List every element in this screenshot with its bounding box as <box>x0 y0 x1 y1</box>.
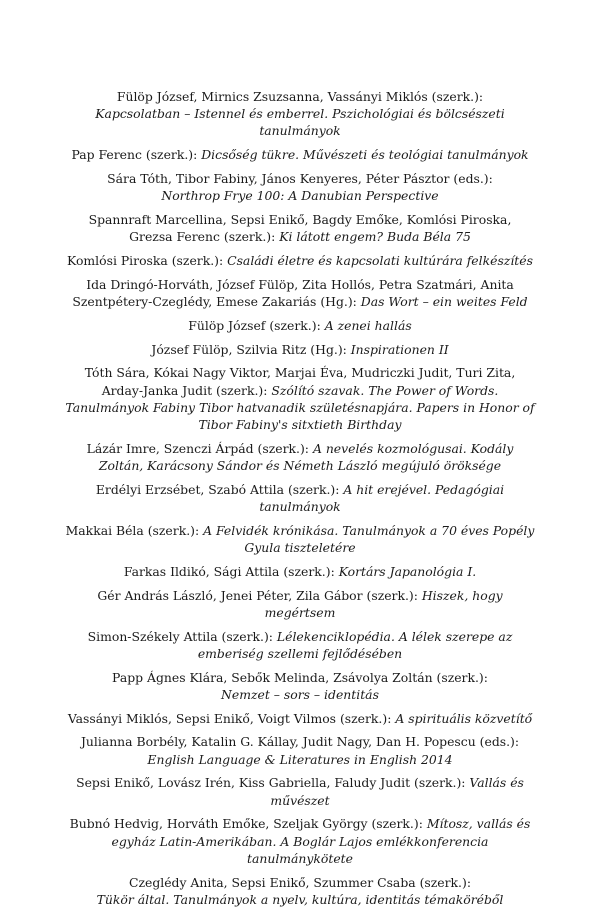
book-entry <box>65 628 535 662</box>
entry-authors: Vassányi Miklós, Sepsi Enikő, Voigt Vilmos (szerk.): <box>67 710 396 726</box>
entry-authors: Pap Ferenc (szerk.): <box>71 147 202 163</box>
entry-title: A zenei hallás <box>324 317 412 333</box>
book-entry <box>65 563 535 580</box>
book-entry <box>65 481 535 515</box>
entry-title: Családi életre és kapcsolati kultúrára felkészítés <box>227 253 533 268</box>
entry-authors: Czeglédy Anita, Sepsi Enikő, Szummer Csaba (szerk.): <box>128 874 472 890</box>
entry-title: Kortárs Japanológia I. <box>338 563 477 579</box>
entry-authors: József Fülöp, Szilvia Ritz (Hg.): <box>151 341 351 357</box>
entry-title: A Felvidék krónikása. Tanulmányok a 70 éves Popély Gyula tiszteletére <box>203 522 535 555</box>
entry-title: Mítosz, vallás és egyház Latin-Amerikában. A Boglár Lajos emlékkonferencia tanulmánykötete <box>111 816 531 866</box>
book-entry <box>65 276 535 310</box>
book-entry <box>65 874 535 908</box>
entry-title: Vallás és művészet <box>270 775 524 808</box>
entry-title: Tükör által. Tanulmányok a nyelv, kultúra, identitás témaköréből <box>96 891 504 907</box>
book-entry <box>65 88 535 140</box>
entry-authors: Sára Tóth, Tibor Fabiny, János Kenyeres, Péter Pásztor (eds.): <box>107 171 493 186</box>
entry-title: Inspirationen II <box>350 341 449 357</box>
entry-authors: Papp Ágnes Klára, Sebők Melinda, Zsávolya Zoltán (szerk.): <box>112 669 488 685</box>
entry-title: English Language & Literatures in English 2014 <box>147 751 453 767</box>
entry-authors: Tóth Sára, Kókai Nagy Viktor, Marjai Éva, Mudriczki Judit, Turi Zita, Arday-Janka Judit (szerk.): <box>84 365 516 398</box>
entry-authors: Lázár Imre, Szenczi Árpád (szerk.): <box>86 440 313 456</box>
entry-title: Hiszek, hogy megértsem <box>264 587 503 620</box>
entry-authors: Erdélyi Erzsébet, Szabó Attila (szerk.): <box>95 481 344 497</box>
entry-title: Ki látott engem? Buda Béla 75 <box>279 229 471 245</box>
entry-title: A spirituális közvetítő <box>395 710 533 726</box>
entry-authors: Fülöp József (szerk.): <box>188 317 325 333</box>
entry-title: Lélekenciklopédia. A lélek szerepe az emberiség szellemi fejlődésében <box>197 628 513 661</box>
entry-authors: Bubnó Hedvig, Horváth Emőke, Szeljak György (szerk.): <box>69 816 427 832</box>
entry-authors: Sepsi Enikő, Lovász Irén, Kiss Gabriella, Faludy Judit (szerk.): <box>76 775 470 791</box>
book-entry <box>65 317 535 334</box>
entry-authors: Gér András László, Jenei Péter, Zila Gábor (szerk.): <box>97 587 422 603</box>
entry-authors: Julianna Borbély, Katalin G. Kállay, Judit Nagy, Dan H. Popescu (eds.): <box>80 734 520 750</box>
book-list <box>0 88 600 915</box>
entry-authors: Farkas Ildikó, Sági Attila (szerk.): <box>123 563 339 579</box>
entry-title: Szólító szavak. The Power of Words. Tanulmányok Fabiny Tibor hatvanadik születésnapjára. Papers in Honor of Tibor Fabiny's sitxtieth Birthday <box>65 382 535 432</box>
book-entry <box>65 146 535 163</box>
entry-title: Das Wort – ein weites Feld <box>360 294 528 309</box>
entry-title: Northrop Frye 100: A Danubian Perspective <box>161 188 439 204</box>
book-entry <box>65 774 535 808</box>
book-entry <box>65 522 535 556</box>
book-entry <box>65 440 535 474</box>
book-entry <box>65 170 535 204</box>
entry-authors: Ida Dringó-Horváth, József Fülöp, Zita Hollós, Petra Szatmári, Anita Szentpétery-Czeglédy, Emese Zakariás (Hg.): <box>72 276 514 309</box>
entry-title: Kapcsolatban – Istennel és emberrel. Pszichológiai és bölcsészeti tanulmányok <box>95 106 505 139</box>
entry-title: A hit erejével. Pedagógiai tanulmányok <box>259 481 505 514</box>
book-entry <box>65 587 535 621</box>
book-entry <box>65 733 535 767</box>
book-entry <box>65 815 535 867</box>
book-entry <box>65 341 535 358</box>
book-entry <box>65 364 535 433</box>
entry-authors: Simon-Székely Attila (szerk.): <box>87 628 277 644</box>
entry-authors: Komlósi Piroska (szerk.): <box>67 253 228 268</box>
book-entry <box>65 710 535 727</box>
entry-title: Nemzet – sors – identitás <box>221 686 379 702</box>
entry-authors: Fülöp József, Mirnics Zsuzsanna, Vassányi Miklós (szerk.): <box>116 89 484 104</box>
book-entry <box>65 252 535 269</box>
entry-title: A nevelés kozmológusai. Kodály Zoltán, Karácsony Sándor és Németh László megújuló öröksége <box>98 440 514 473</box>
book-entry <box>65 669 535 703</box>
book-entry <box>65 211 535 245</box>
entry-authors: Makkai Béla (szerk.): <box>65 522 204 538</box>
entry-title: Dicsőség tükre. Művészeti és teológiai tanulmányok <box>201 147 529 163</box>
entry-authors: Spannraft Marcellina, Sepsi Enikő, Bagdy Emőke, Komlósi Piroska, Grezsa Ferenc (szerk.): <box>88 212 512 245</box>
